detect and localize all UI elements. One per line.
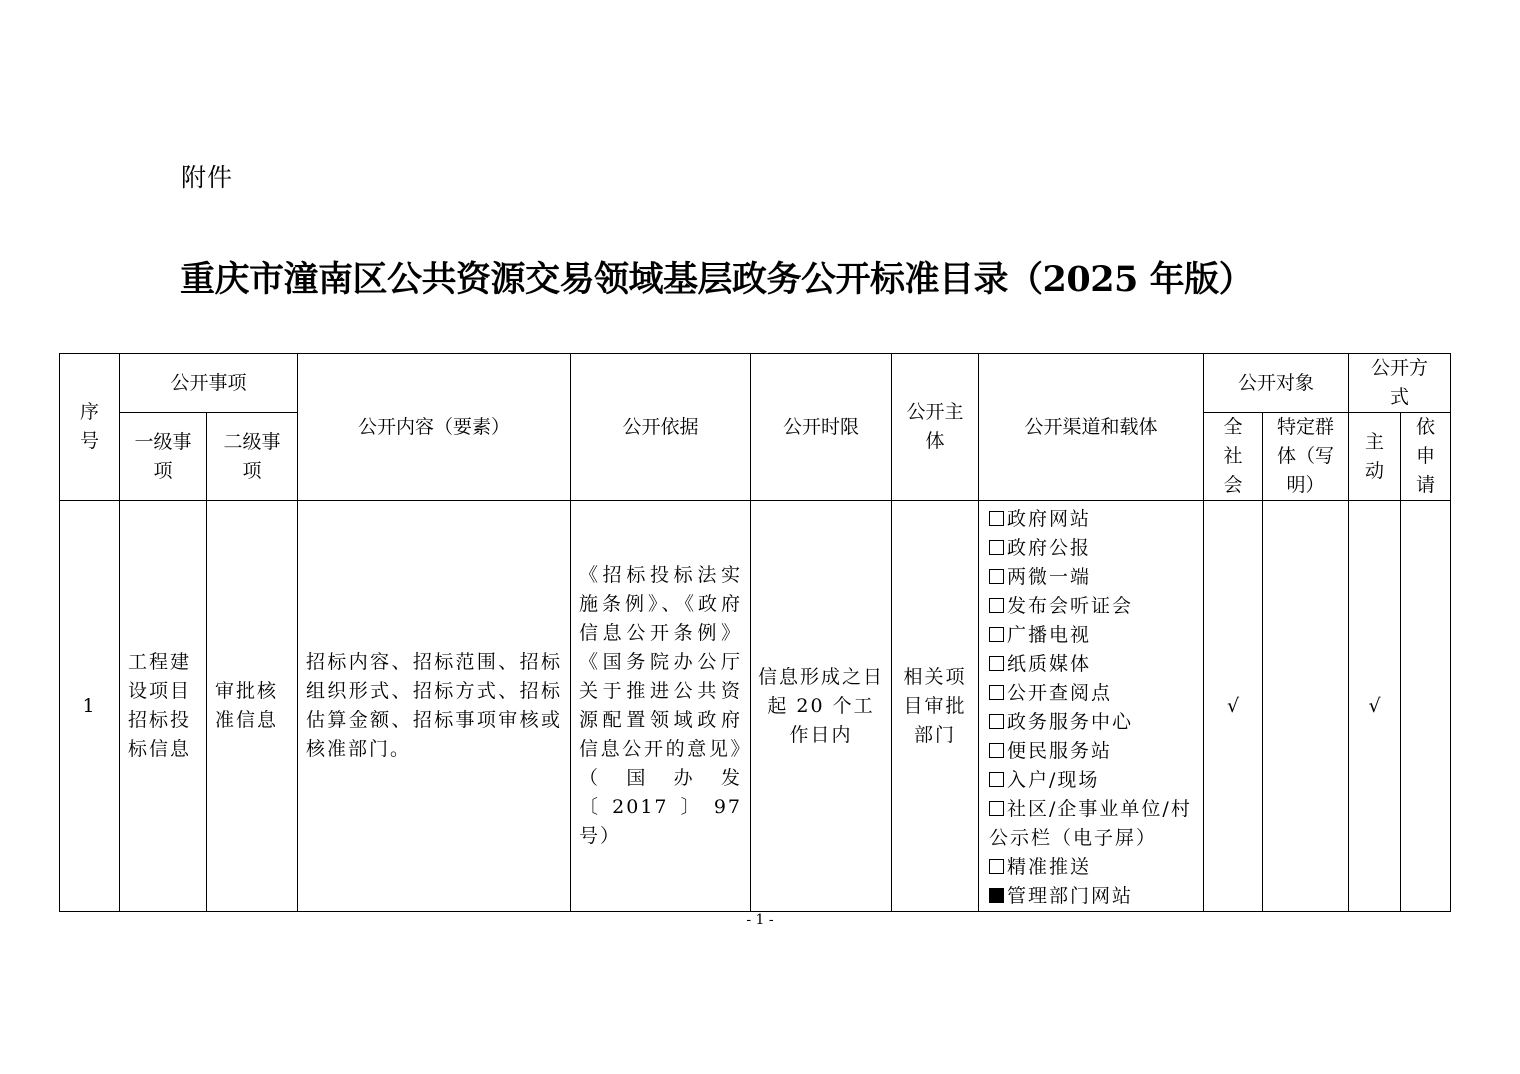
- checkbox-icon: [989, 627, 1004, 642]
- cell-channels: [979, 501, 1204, 912]
- checkbox-icon: [989, 511, 1004, 526]
- cell-seq: 1: [60, 501, 120, 912]
- table-row: [60, 501, 1451, 912]
- channel-label: 广播电视: [1007, 624, 1092, 646]
- header-active: 主动: [1349, 413, 1401, 501]
- cell-time-limit: 信息形成之日起 20 个工作日内: [751, 501, 892, 912]
- header-seq: 序号: [60, 354, 120, 501]
- cell-specific-group: [1263, 501, 1349, 912]
- cell-active: √: [1349, 501, 1401, 912]
- page-number: - 1 -: [746, 912, 774, 928]
- header-basis: 公开依据: [571, 354, 751, 501]
- header-level1: 一级事项: [120, 413, 207, 501]
- checkbox-icon: [989, 685, 1004, 700]
- header-matters: 公开事项: [120, 354, 298, 413]
- channel-label: 发布会听证会: [1007, 595, 1134, 617]
- channel-item: [989, 708, 1197, 737]
- checkbox-icon: [989, 743, 1004, 758]
- cell-on-request: [1401, 501, 1451, 912]
- catalog-table: [59, 353, 1451, 912]
- checkbox-icon: [989, 859, 1004, 874]
- checkbox-icon: [989, 656, 1004, 671]
- channel-item: [989, 621, 1197, 650]
- channel-item: [989, 679, 1197, 708]
- channel-item: [989, 882, 1197, 911]
- header-audience: 公开对象: [1204, 354, 1349, 413]
- channel-label: 政府网站: [1007, 508, 1092, 530]
- channel-list: [989, 505, 1197, 911]
- channel-item: [989, 563, 1197, 592]
- checkbox-icon: [989, 569, 1004, 584]
- checked-box-icon: [989, 888, 1004, 903]
- cell-level1: 工程建设项目招标投标信息: [120, 501, 207, 912]
- channel-label: 便民服务站: [1007, 740, 1113, 762]
- channel-label: 政府公报: [1007, 537, 1092, 559]
- channel-label: 社区/企事业单位/村公示栏（电子屏）: [989, 798, 1192, 849]
- channel-label: 公开查阅点: [1007, 682, 1113, 704]
- channel-item: [989, 737, 1197, 766]
- cell-content: 招标内容、招标范围、招标组织形式、招标方式、招标估算金额、招标事项审核或核准部门。: [298, 501, 571, 912]
- channel-item: [989, 534, 1197, 563]
- channel-label: 入户/现场: [1007, 769, 1100, 791]
- channel-item: [989, 795, 1197, 853]
- attachment-label: 附件: [181, 163, 234, 192]
- channel-item: [989, 650, 1197, 679]
- header-society: 全社会: [1204, 413, 1263, 501]
- cell-society: √: [1204, 501, 1263, 912]
- checkbox-icon: [989, 714, 1004, 729]
- header-method: 公开方式: [1349, 354, 1451, 413]
- channel-label: 政务服务中心: [1007, 711, 1134, 733]
- checkbox-icon: [989, 540, 1004, 555]
- channel-label: 管理部门网站: [1007, 885, 1134, 907]
- page-title: 重庆市潼南区公共资源交易领域基层政务公开标准目录（2025 年版）: [180, 259, 1254, 300]
- header-channels: 公开渠道和载体: [979, 354, 1204, 501]
- checkbox-icon: [989, 801, 1004, 816]
- channel-item: [989, 505, 1197, 534]
- channel-item: [989, 853, 1197, 882]
- cell-subject: 相关项目审批部门: [892, 501, 979, 912]
- header-content: 公开内容（要素）: [298, 354, 571, 501]
- checkbox-icon: [989, 772, 1004, 787]
- header-subject: 公开主体: [892, 354, 979, 501]
- header-specific-group: 特定群体（写明）: [1263, 413, 1349, 501]
- channel-label: 两微一端: [1007, 566, 1092, 588]
- channel-label: 精准推送: [1007, 856, 1092, 878]
- channel-item: [989, 592, 1197, 621]
- cell-basis: 《招标投标法实施条例》、《政府信息公开条例》《国务院办公厅关于推进公共资源配置领域政府信息公开的意见》（国办发〔2017〕97 号）: [571, 501, 751, 912]
- cell-level2: 审批核准信息: [207, 501, 298, 912]
- header-level2: 二级事项: [207, 413, 298, 501]
- header-on-request: 依申请: [1401, 413, 1451, 501]
- channel-item: [989, 766, 1197, 795]
- channel-label: 纸质媒体: [1007, 653, 1092, 675]
- checkbox-icon: [989, 598, 1004, 613]
- header-time-limit: 公开时限: [751, 354, 892, 501]
